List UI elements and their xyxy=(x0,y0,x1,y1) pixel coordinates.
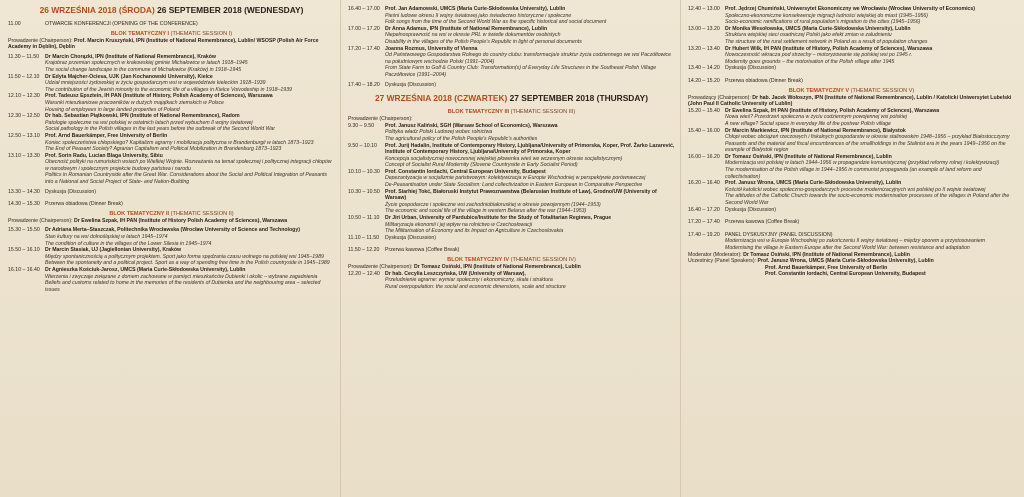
session-heading: BLOK TEMATYCZNY II (THEMATIC SESSION II) xyxy=(109,210,234,217)
talk-time: 12.20 – 12.40 xyxy=(348,270,380,277)
panel-speakers: Uczestnicy (Panel Speakers): Prof. Janusz Wrona, UMCS (Maria Curie-Skłodowska University), Lublin xyxy=(688,258,934,265)
talk-time: 15.20 – 15.40 xyxy=(688,107,720,114)
talk-speaker: Prof. Janusz Kaliński, SGH (Warsaw School of Economics), Warszawa xyxy=(385,122,558,129)
talk-row xyxy=(688,26,1015,46)
talk-speaker: Prof. Sorin Radu, Lucian Blaga University, Sibiu xyxy=(45,152,163,159)
talk-list xyxy=(688,6,1015,65)
talk-speaker: Dr hab. Sebastian Piątkowski, IPN (Institute of National Remembrance), Radom xyxy=(45,113,240,120)
talk-row xyxy=(348,189,675,215)
talk-title-pl: Od Państwowego Gospodarstwa Rolnego do country clubu: transformacja/e struktur życia codziennego we wsi Paczółtowice na południowym wschodzie Polski (1991–2004) xyxy=(385,52,672,65)
talk-speaker: Dr Tomasz Osiński, IPN (Institute of National Remembrance), Lublin xyxy=(725,153,892,160)
talk-row xyxy=(348,123,675,143)
talk-time: 10.30 – 10.50 xyxy=(348,188,380,195)
talk-list xyxy=(8,227,335,293)
talk-speaker: Dr Jiri Urban, University of Pardubice/Institute for the Study of Totalitarian Regimes, Prague xyxy=(385,215,612,222)
chairperson: Prowadzenie (Chairperson): Dr Ewelina Szpak, IH PAN (Institute of History Polish Academy of Sciences), Warszawa xyxy=(8,217,288,224)
talk-time: 16.10 – 16.40 xyxy=(8,267,40,273)
talk-row xyxy=(688,108,1015,128)
talk-list xyxy=(348,271,675,291)
talk-title-en: The economic and social life of the village in western Belarus after the war (1944–1953) xyxy=(385,208,587,215)
discussion-row: 13.40 – 14.20 Dyskusja (Discussion) xyxy=(688,65,777,72)
talk-row xyxy=(8,267,335,293)
talk-speaker: Dr Hubert Wilk, IH PAN (Institute of History, Polish Academy of Sciences), Warszawa xyxy=(725,45,933,52)
talk-title-en: The attitudes of the Catholic Church towards the socio-economic modernisation processes of the villages in Poland after the Second World War xyxy=(725,193,1010,207)
talk-row xyxy=(8,54,335,74)
talk-body xyxy=(725,26,1015,46)
talk-speaker: Dr Marcin Stasiak, UJ (Jagiellonian University), Kraków xyxy=(45,247,182,254)
talk-body xyxy=(45,153,335,186)
talk-title-en: The agricultural policy of the Polish People's Republic's authorities xyxy=(385,135,538,142)
talk-title-pl: Struktura wiejskiej sieci osadniczej Polski jako efekt zmian w zaludnieniu xyxy=(725,32,892,39)
talk-title-en: The structure of the rural settlement network in Poland as a result of population changes xyxy=(725,38,928,45)
talk-time: 17.20 – 17.40 xyxy=(348,45,380,52)
talk-time: 10.50 – 11.10 xyxy=(348,215,380,222)
discussion-row: 11.10 – 11.50 Dyskusja (Discussion) xyxy=(348,234,437,241)
talk-title-en: Between the spontaneity and a political project. Sport as a way of spending free time in the Polish countryside in 1945–1989 xyxy=(45,260,330,267)
talk-body xyxy=(385,189,675,215)
talk-speaker: Dr Agnieszka Kościuk-Jarosz, UMCS (Maria Curie-Skłodowska University), Lublin xyxy=(45,267,246,273)
talk-title-en: Social pathology in the Polish villages in the last years before the outbreak of the Second World War xyxy=(45,126,276,133)
talk-row xyxy=(688,154,1015,180)
talk-time: 9.50 – 10.10 xyxy=(348,142,377,149)
fold-line xyxy=(340,0,341,497)
talk-title-pl: Udział mniejszości żydowskiej w życiu gospodarczym wsi w województwie kieleckim 1918–1939 xyxy=(45,80,266,87)
talk-time: 13.00 – 13.20 xyxy=(688,25,720,32)
talk-body xyxy=(45,267,335,293)
talk-title-en: Politics in Romanian Countryside after the Great War. Considerations about the Social and Political Integration of Peasants into a National and Social Project of State- and Nation-Building xyxy=(45,172,328,186)
talk-body xyxy=(725,128,1015,154)
program-row: 11.00 OTWARCIE KONFERENCJI (OPENING OF THE CONFERENCE) xyxy=(8,21,198,27)
talk-title-pl: Przeludnienie agrarne: wymiar społeczny i ekonomiczny, skala i struktura xyxy=(385,277,553,284)
talk-title-pl: Chłopi wobec obciążeń rzeczowych i fiskalnych gospodarstw w okresie stalinowskim 1948–1956 – przykład Białostocczyzny xyxy=(725,134,1010,141)
talk-time: 13.10 – 13.30 xyxy=(8,152,40,159)
talk-row xyxy=(688,128,1015,154)
talk-title-en: Modernity goes grounds – the motorisation of the Polish village after 1945 xyxy=(725,58,895,65)
chairperson: Prowadzący (Chairperson): Dr hab. Jacek Wołoszyn, IPN (Institute of National Remembrance), Lublin / Katolicki Uniwersytet Lubelski (John Paul II Catholic University of Lublin) xyxy=(688,94,1012,108)
chairperson: Prowadzenie (Chairperson): Dr Tomasz Osiński, IPN (Institute of National Remembrance), Lublin xyxy=(348,264,581,270)
talk-title-pl: Depezantyzacja w socjalizmie państwowym: kolektywizacja w Europie Wschodniej w perspektywie porównawczej xyxy=(385,175,646,182)
column-day2 xyxy=(684,0,1019,278)
session-heading: BLOK TEMATYCZNY IV (THEMATIC SESSION IV) xyxy=(447,257,576,263)
talk-title-en: The contribution of the Jewish minority to the economic life of a villages in Kielce Voivodeship in 1918–1939 xyxy=(45,86,292,93)
talk-title-en: De-Peasantisation under State Socialism: Land collectivization in Eastern European in Comparative Perspective xyxy=(385,182,643,189)
talk-speaker: Dr Edyta Majcher-Ociesa, UJK (Jan Kochanowski University), Kielce xyxy=(45,73,213,80)
talk-title-pl: Pieśni ludowe okresu II wojny światowej jako świadectwo historyczne i społeczne xyxy=(385,12,572,19)
panel-speaker: Prof. Arnd Bauerkämper, Free University of Berlin xyxy=(765,264,888,271)
talk-time: 11.30 – 11.50 xyxy=(8,53,39,60)
talk-speaker: Dr Marcin Markiewicz, IPN (Institute of National Remembrance), Białystok xyxy=(725,127,906,134)
chairperson: Prowadzenie (Chairperson): Prof. Marcin Kruszyński, IPN (Institute of National Remembrance), Lublin/ WSOSP (Polish Air Force Academy in Dęblin), Dęblin xyxy=(8,37,319,51)
talk-title-en: Peasants and the material and fiscal encumbrances of the smallholdings in the Stalinist era in the years 1949–1956 on the example of Białystok region xyxy=(725,140,1006,154)
talk-body xyxy=(45,113,335,133)
talk-body xyxy=(385,271,675,291)
talk-row xyxy=(688,180,1015,206)
talk-title-en: A new village? Social space in everyday life of the postwar Polish village xyxy=(725,120,891,127)
talk-title-pl: Krajobraz przemian społecznych w krakowskiej gminie Michałowice w latach 1918–1945 xyxy=(45,60,248,67)
talk-list xyxy=(688,108,1015,207)
break-row: 14.20 – 15.20 Przerwa obiadowa (Dinner Break) xyxy=(688,77,803,84)
discussion-row: 17.40 – 18.20 Dyskusja (Discussion) xyxy=(348,81,437,88)
column-day1 xyxy=(4,0,339,293)
talk-time: 10.10 – 10.30 xyxy=(348,168,380,175)
break-row: 17.20 – 17.40 Przerwa kawowa (Coffee Break) xyxy=(688,219,800,226)
talk-body xyxy=(385,169,675,189)
talk-speaker: Dr Anna Adamus, IPN (Institute of National Remembrance), Lublin xyxy=(385,25,548,32)
talk-speaker: Dr Ewelina Szpak, IH PAN (Institute of History, Polish Academy of Sciences), Warszawa xyxy=(725,107,940,114)
talk-speaker: Prof. Tadeusz Epsztein, IH PAN (Institute of History, Polish Academy of Sciences), Warszawa xyxy=(45,93,273,100)
talk-speaker: Dr Monika Wesołowska, UMCS (Maria Curie-Skłodowska University), Lublin xyxy=(725,25,911,32)
talk-row xyxy=(8,153,335,186)
talk-body xyxy=(45,74,335,94)
talk-speaker: Prof. Jędrzej Chumiński, Uniwersytet Ekonomiczny we Wrocławiu (Wrocław University of Economics) xyxy=(725,6,976,12)
talk-title-pl: Warunki mieszkaniowe pracowników w dużych majątkach ziemskich w Polsce xyxy=(45,99,224,106)
talk-list xyxy=(348,123,675,235)
talk-speaker: Prof. Arnd Bauerkämper, Free University of Berlin xyxy=(45,132,168,139)
talk-title-en: The condition of culture in the villages of the Lower Silesia in 1945–1974 xyxy=(45,240,212,247)
talk-title-en: The End of Peasant Society? Agrarian Capitalism and Political Mobilization in Brandenburg 1873–1923 xyxy=(45,146,282,153)
talk-list xyxy=(348,6,675,79)
talk-title-en: The modernisation of the Polish village in 1944–1956 in communist propaganda (an example of land reform and collectivisation) xyxy=(725,167,982,180)
talk-speaker: Joanna Rozmus, University of Vienna xyxy=(385,45,478,52)
talk-title-pl: Koniec społeczeństwa chłopskiego? Kapitalizm agrarny i mobilizacja polityczna w Brandenburgii w latach 1873–1923 xyxy=(45,139,314,146)
talk-body xyxy=(725,46,1015,66)
talk-row xyxy=(8,227,335,247)
talk-body xyxy=(45,133,335,153)
talk-row xyxy=(348,215,675,235)
talk-title-en: Concept of Socialist Rural Modernity (Slovene Countryside in Early Socialist Period) xyxy=(385,162,578,169)
talk-body xyxy=(385,143,675,169)
talk-body xyxy=(385,46,675,79)
talk-title-en: Rural overpopulation: the social and economic dimensions, scale and structure xyxy=(385,283,566,290)
talk-title-pl: Polityka władz Polski Ludowej wobec rolnictwa xyxy=(385,129,493,136)
talk-title-pl: Stan kultury na wsi dolnośląskiej w latach 1945–1974 xyxy=(45,234,168,241)
talk-time: 16.20 – 16.40 xyxy=(688,180,720,187)
talk-time: 17.00 – 17.20 xyxy=(348,25,380,32)
talk-title-en: Folk songs from the time of the Second World War as the specific historical and social document xyxy=(385,19,607,26)
talk-row xyxy=(688,6,1015,26)
talk-title-pl: Kościół katolicki wobec społeczno-gospodarczych procesów modernizacyjnych wsi polskiej po II wojnie światowej xyxy=(725,186,986,193)
talk-row xyxy=(8,247,335,267)
talk-title-pl: Nowoczesność wkracza pod strzechy – motoryzowanie się polskiej wsi po 1945 r. xyxy=(725,52,913,59)
talk-list xyxy=(8,54,335,186)
talk-title-pl: Życie gospodarcze i społeczne wsi zachodniobiałoruskiej w okresie powojennym (1944–1953) xyxy=(385,201,601,208)
talk-body xyxy=(45,247,335,267)
talk-time: 9.30 – 9.50 xyxy=(348,122,374,129)
talk-time: 12.40 – 13.00 xyxy=(688,6,720,12)
talk-row xyxy=(348,6,675,26)
talk-body xyxy=(385,215,675,235)
talk-row xyxy=(348,271,675,291)
talk-speaker: Dr Adriana Merta–Staszczak, Politechnika Wrocławska (Wrocław University of Science and Technology) xyxy=(45,227,300,234)
talk-row xyxy=(348,169,675,189)
talk-row xyxy=(8,113,335,133)
talk-title-pl: Wierzenia i zwyczaje związane z domem zachowane w pamięci mieszkańców Dubienki i okolic – wybrane zagadnienia xyxy=(45,273,318,280)
fold-line xyxy=(680,0,681,497)
talk-body xyxy=(385,6,675,26)
talk-body xyxy=(725,108,1015,128)
talk-row xyxy=(348,26,675,46)
day-heading: 26 WRZEŚNIA 2018 (ŚRODA) 26 SEPTEMBER 2018 (WEDNESDAY) xyxy=(39,5,304,15)
talk-speaker: Dr Marcin Chorązki, IPN (Institute of National Remembrance), Kraków xyxy=(45,53,216,60)
talk-title-pl: Patologie społeczne na wsi polskiej w ostatnich latach przed wybuchem II wojny światowej xyxy=(45,119,253,126)
talk-row xyxy=(688,46,1015,66)
talk-time: 11.50 – 12.10 xyxy=(8,73,40,80)
talk-title-en: From State Farm to Golf & Country Club: Transformation(s) of Everyday Life Structures in the Southeast Polish Village Paczółtowice (1991–2004) xyxy=(385,65,657,78)
talk-time: 13.20 – 13.40 xyxy=(688,45,720,52)
talk-title-pl: Modernizacja wsi polskiej w latach 1944–1956 w propagandzie komunistycznej (przykład reformy rolnej i kolektywizacji) xyxy=(725,160,1000,167)
talk-row xyxy=(8,93,335,113)
talk-time: 12.30 – 12.50 xyxy=(8,113,40,120)
talk-time: 12.50 – 13.10 xyxy=(8,132,40,139)
discussion-row: 16.40 – 17.20 Dyskusja (Discussion) xyxy=(688,206,777,213)
talk-body xyxy=(725,154,1015,180)
break-row: 14.30 – 15.30 Przerwa obiadowa (Dinner Break) xyxy=(8,201,123,208)
talk-body xyxy=(45,227,335,247)
talk-title-en: Socio-economic ramifications of rural population's migration to the cities (1945–1956) xyxy=(725,19,921,26)
talk-title-en: The Militarisation of Economy and its Impact on Agriculture in Czechoslovakia xyxy=(385,228,564,235)
talk-title-pl: Społeczno-ekonomiczne konsekwencje migracji ludności wiejskiej do miast (1945–1956) xyxy=(725,12,928,19)
moderator: Moderator (Moderator): Dr Tomasz Osiński, IPN (Institute of National Remembrance), Lublin xyxy=(688,251,910,258)
talk-speaker: Prof. Constantin Iordachi, Central European University, Budapest xyxy=(385,168,546,175)
talk-time: 15.40 – 16.00 xyxy=(688,127,720,134)
talk-time: 16.00 – 16.20 xyxy=(688,153,720,160)
talk-body xyxy=(385,123,675,143)
talk-title-pl: Obecność polityki na rumuńskich wsiach po Wielkiej Wojnie. Rozważania na temat społecznej i politycznej integracji chłopów w narodowym i społecznym projekcie budowy państwa i narodu xyxy=(45,159,332,172)
panel-speaker: Prof. Constantin Iordachi, Central European University, Budapest xyxy=(765,271,926,278)
talk-body xyxy=(45,93,335,113)
talk-body xyxy=(725,6,1015,26)
talk-body xyxy=(385,26,675,46)
talk-title-pl: Koncepcja socjalistycznej nowoczesnej wiejskiej płowenka wieś we wczesnym okresie socjalistycznym) xyxy=(385,155,623,162)
talk-speaker: Dr hab. Cecylia Leszczyńska, UW (University of Warsaw), xyxy=(385,270,526,277)
talk-row xyxy=(348,46,675,79)
day-heading: 27 WRZEŚNIA 2018 (CZWARTEK) 27 SEPTEMBER 2018 (THURSDAY) xyxy=(374,93,649,104)
column-day1-day2 xyxy=(344,0,679,290)
talk-title-en: Housing of employees in large landed properties of Poland xyxy=(45,106,180,113)
talk-title-pl: Nowa wieś? Przestrzeń społeczna w życiu codziennym powojennej wsi polskiej xyxy=(725,114,907,121)
break-row: 11.50 – 12.20 Przerwa kawowa (Coffee Break) xyxy=(348,247,460,254)
talk-title-en: The social change landscape in the commune of Michałowice (Kraków) in 1918–1945 xyxy=(45,66,242,73)
talk-body xyxy=(725,180,1015,206)
discussion-row: 13.30 – 14.30 Dyskusja (Discussion) xyxy=(8,188,97,195)
talk-speaker: Prof. Siarhiej Tokć, Białoruski Instytut Prawoznawstwa (Belarusian Institute of Law), Grodno/UW (University of Warsaw) xyxy=(385,188,657,202)
talk-speaker: Prof. Jurij Hadalin, Institute of Contemporary History, Ljubljana/University of Primorska, Koper, Prof. Žarko Lazarević, Institute of Contemporary History, Ljubljana/University of Primorska, Koper xyxy=(385,142,675,156)
talk-time: 15.30 – 15.50 xyxy=(8,227,40,234)
talk-title-en: Disability in the villages of the Polish People's Republic in light of personal documents xyxy=(385,38,582,45)
talk-speaker: Prof. Janusz Wrona, UMCS (Maria Curie-Skłodowska University), Lublin xyxy=(725,180,902,187)
chairperson: Prowadzenie (Chairperson): xyxy=(348,116,413,123)
panel-row: 17.40 – 19.20 PANEL DYSKUSYJNY (PANEL DISCUSSION) Modernizacja wsi w Europie Wschodniej po zakończeniu II wojny światowej – między oporem a przystosowaniem Modernising the village in Eastern Europe after the Second World War: between resistance and adaptation xyxy=(688,231,986,251)
talk-time: 12.10 – 12.30 xyxy=(8,93,40,100)
talk-title-pl: Między spontanicznością a politycznym projektem. Sport jako forma spędzania czasu wolnego na polskiej wsi 1945–1989 xyxy=(45,253,324,260)
talk-title-pl: Niepełnosprawność na wsi w okresie PRL w świetle dokumentów osobistych xyxy=(385,32,561,39)
talk-time: 15.50 – 16.10 xyxy=(8,247,40,254)
session-heading: BLOK TEMATYCZNY I (THEMATIC SESSION I) xyxy=(110,30,233,37)
talk-title-pl: Militaryzacja ekonomii i jej wpływ na rolnictwo w Czechosłowacji xyxy=(385,221,533,228)
talk-body xyxy=(45,54,335,74)
talk-row xyxy=(348,143,675,169)
talk-time: 16.40 – 17.00 xyxy=(348,6,380,12)
talk-row xyxy=(8,133,335,153)
talk-row xyxy=(8,74,335,94)
talk-speaker: Prof. Jan Adamowski, UMCS (Maria Curie-Skłodowska University), Lublin xyxy=(385,6,566,12)
session-heading: BLOK TEMATYCZNY III (THEMATIC SESSION III) xyxy=(447,109,576,116)
talk-title-en: Beliefs and customs related to home in the memories of the residents of Dubienka and the neighbouring area – selected issues xyxy=(45,280,321,293)
session-heading: BLOK TEMATYCZNY V (THEMATIC SESSION V) xyxy=(788,87,915,94)
